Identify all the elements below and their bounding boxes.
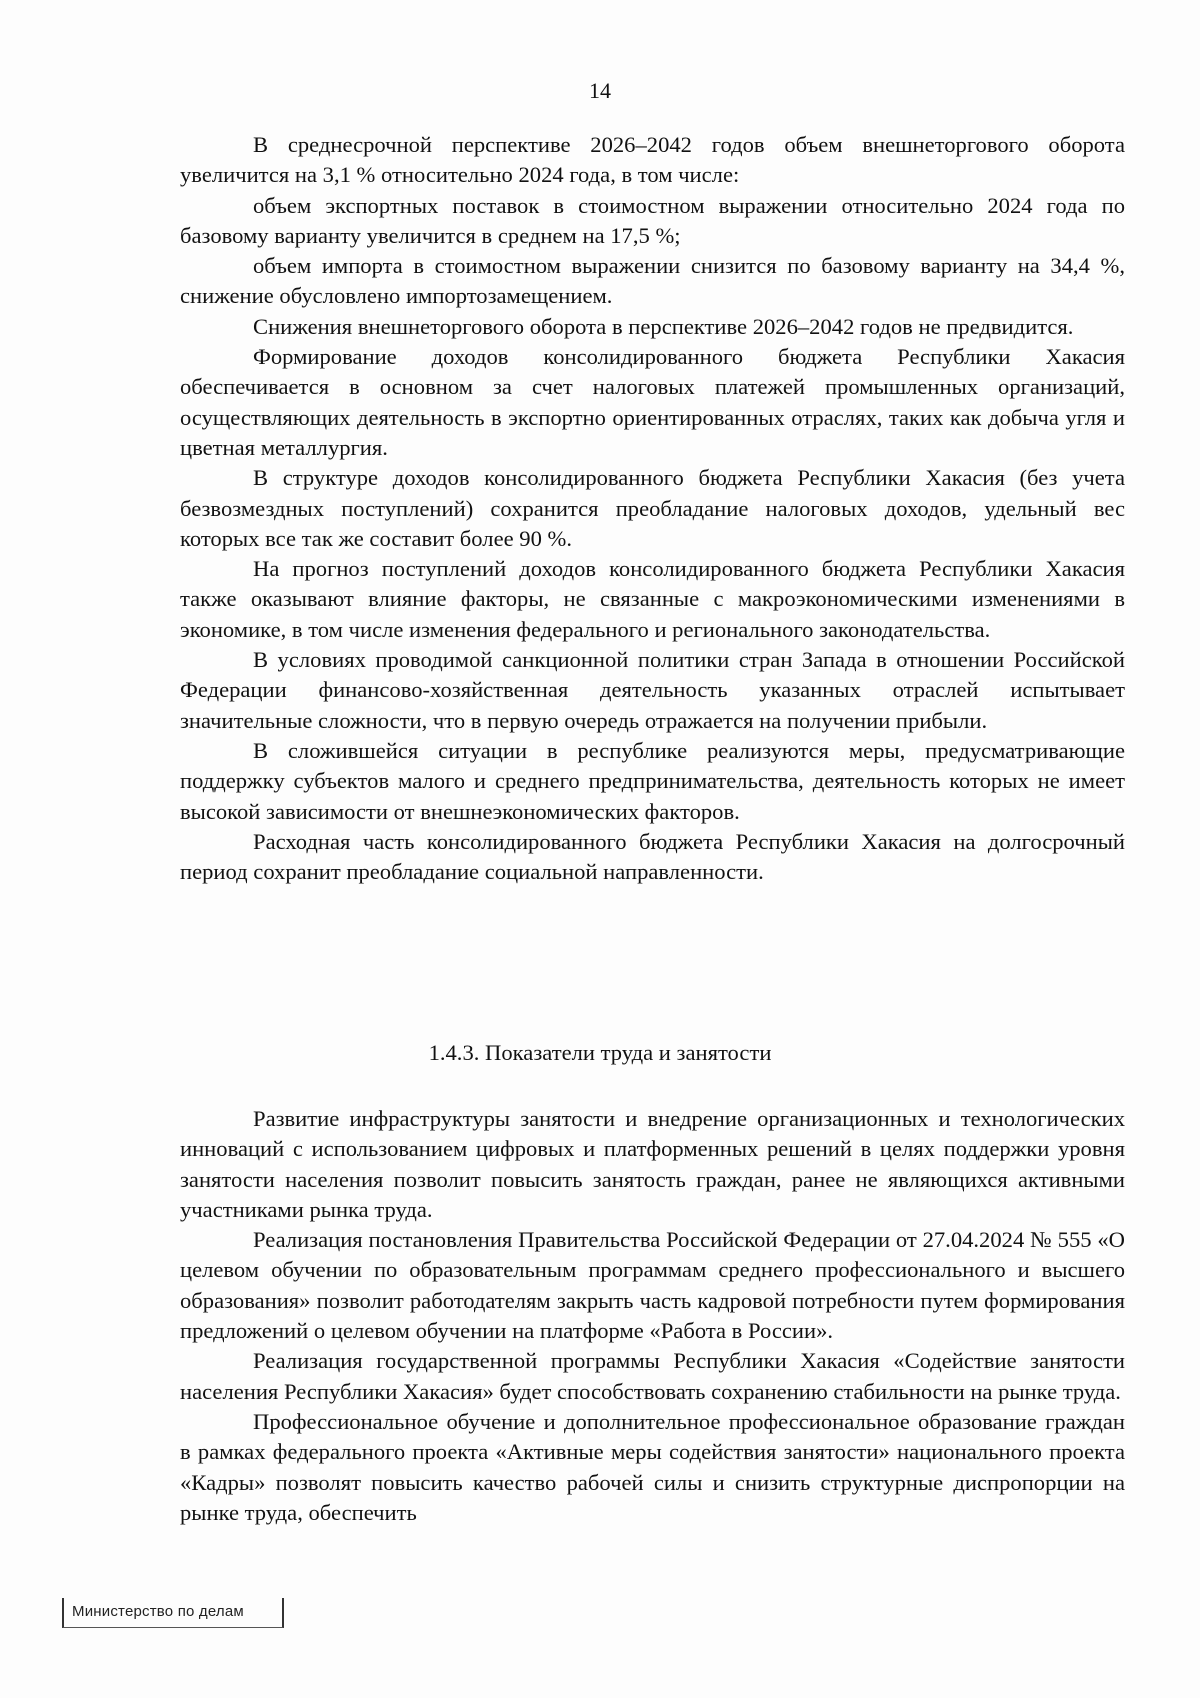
paragraph-professional-training: Профессиональное обучение и дополнительное профессиональное образование граждан в рамках федерального проекта «Активные меры содействия занятости» национального проекта «Кадры» позволят повысить качество рабочей силы и снизить структурные диспропорции на рынке труда, обеспечить xyxy=(180,1408,1125,1525)
paragraph-no-decline: Снижения внешнеторгового оборота в перспективе 2026–2042 годов не предвидится. xyxy=(253,313,1074,339)
paragraph-budget-revenue-formation: Формирование доходов консолидированного бюджета Республики Хакасия обеспечивается в основном за счет налоговых платежей промышленных организаций, осуществляющих деятельность в экспортно ориентированных отраслях, таких как добыча угля и цветная металлургия. xyxy=(180,344,1125,460)
paragraph-expenditure: Расходная часть консолидированного бюджета Республики Хакасия на долгосрочный период сохранит преобладание социальной направленности. xyxy=(180,828,1125,885)
page-number: 14 xyxy=(589,78,611,103)
section-heading: 1.4.3. Показатели труда и занятости xyxy=(428,1040,772,1065)
body-text-bottom xyxy=(180,1104,1125,1528)
paragraph-employment-infrastructure: Развитие инфраструктуры занятости и внедрение организационных и технологических инноваций с использованием цифровых и платформенных решений в целях поддержки уровня занятости населения позволит повысить занятость граждан, ранее не являющихся активными участниками рынка труда. xyxy=(180,1106,1125,1222)
paragraph-state-program: Реализация государственной программы Республики Хакасия «Содействие занятости населения Республики Хакасия» будет способствовать сохранению стабильности на рынке труда. xyxy=(180,1348,1125,1404)
paragraph-trade-turnover: В среднесрочной перспективе 2026–2042 годов объем внешнеторгового оборота увеличится на 3,1 % относительно 2024 года, в том числе: xyxy=(180,132,1125,188)
paragraph-targeted-training: Реализация постановления Правительства Российской Федерации от 27.04.2024 № 555 «О целевом обучении по образовательным программам среднего профессионального и высшего образования» позволит работодателям закрыть часть кадровой потребности путем формирования предложений о целевом обучении на платформе «Работа в России». xyxy=(180,1227,1125,1344)
paragraph-revenue-structure: В структуре доходов консолидированного бюджета Республики Хакасия (без учета безвозмездных поступлений) сохранится преобладание налоговых доходов, удельный вес которых все так же составит более 90 %. xyxy=(180,465,1125,551)
ministry-stamp: Министерство по делам xyxy=(62,1598,284,1628)
paragraph-forecast-factors: На прогноз поступлений доходов консолидированного бюджета Республики Хакасия также оказывают влияние факторы, не связанные с макроэкономическими изменениями в экономике, в том числе изменения федерального и регионального законодательства. xyxy=(180,556,1125,642)
body-text-top xyxy=(180,130,1125,887)
paragraph-export-volume: объем экспортных поставок в стоимостном выражении относительно 2024 года по базовому варианту увеличится в среднем на 17,5 %; xyxy=(180,192,1125,248)
paragraph-import-volume: объем импорта в стоимостном выражении снизится по базовому варианту на 34,4 %, снижение обусловлено импортозамещением. xyxy=(180,253,1125,309)
paragraph-sme-support: В сложившейся ситуации в республике реализуются меры, предусматривающие поддержку субъектов малого и среднего предпринимательства, деятельность которых не имеет высокой зависимости от внешнеэкономических факторов. xyxy=(180,737,1125,824)
paragraph-sanctions: В условиях проводимой санкционной политики стран Запада в отношении Российской Федерации финансово-хозяйственная деятельность указанных отраслей испытывает значительные сложности, что в первую очередь отражается на получении прибыли. xyxy=(180,647,1125,733)
